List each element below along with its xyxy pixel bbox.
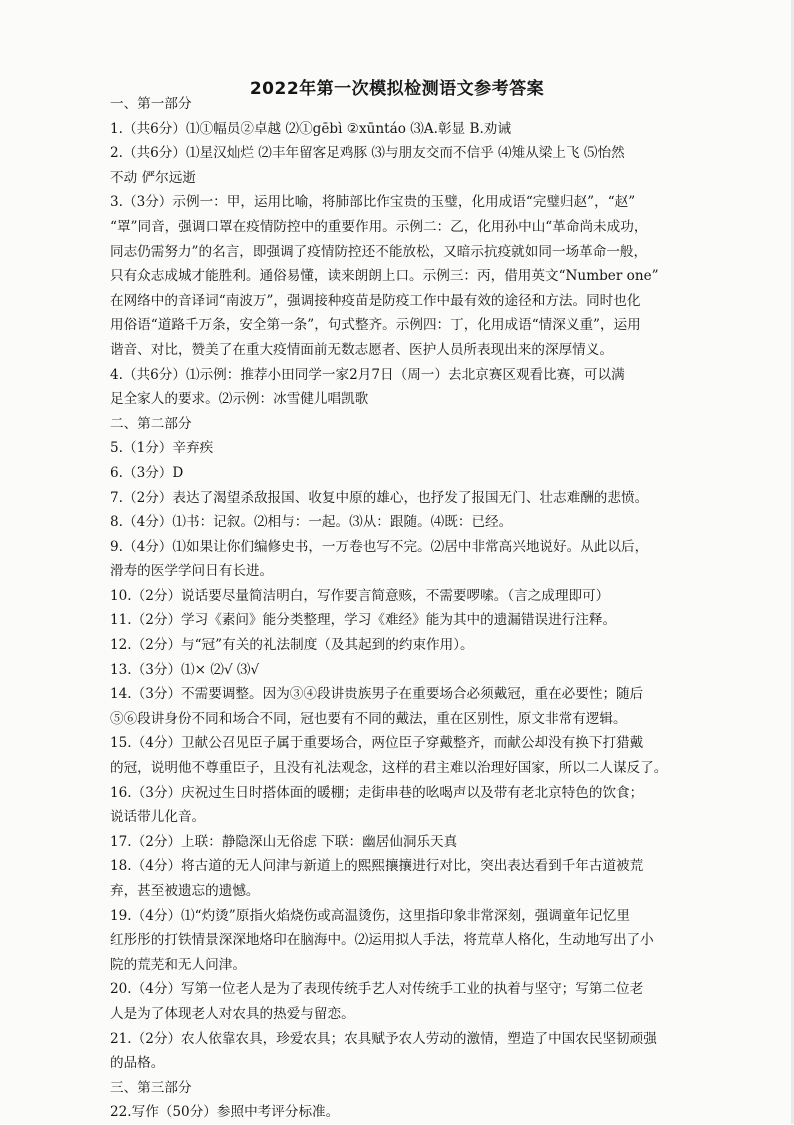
answer-line: 10.（2分）说话要尽量简洁明白，写作要言简意赅，不需要啰嗦。（言之成理即可） [110,587,610,604]
answer-line: 的品格。 [110,1055,165,1072]
answer-line: 5.（1分）辛弃疾 [110,440,214,457]
answer-line: 6.（3分）D [110,464,184,481]
answer-line: 红彤彤的打铁情景深深地烙印在脑海中。⑵运用拟人手法，将荒草人格化，生动地写出了小 [110,932,654,949]
answer-line: 只有众志成城才能胜利。通俗易懂，读来朗朗上口。示例三：丙，借用英文“Number one” [110,268,659,285]
document-title: 2022年第一次模拟检测语文参考答案 [249,79,545,99]
answer-line: 的冠，说明他不尊重臣子，且没有礼法观念，这样的君主难以治理好国家，所以二人谋反了。 [110,760,668,777]
answer-line: 12.（2分）与“冠”有关的礼法制度（及其起到的约束作用）。 [110,637,474,654]
answer-line: ⑤⑥段讲身份不同和场合不同，冠也要有不同的戴法，重在区别性，原文非常有逻辑。 [110,710,627,727]
answer-line: 7.（2分）表达了渴望杀敌报国、收复中原的雄心，也抒发了报国无门、壮志难酬的悲愤。 [110,489,649,506]
answer-line: 滑寿的医学学问日有长进。 [110,563,274,580]
answer-line: 8.（4分）⑴书：记叙。⑵相与：一起。⑶从：跟随。⑷既：已经。 [110,514,513,531]
answer-line: 9.（4分）⑴如果让你们编修史书，一万卷也写不完。⑵居中非常高兴地说好。从此以后， [110,538,649,555]
answer-line: 18.（4分）将古道的无人问津与新道上的熙熙攘攘进行对比，突出表达看到千年古道被荒 [110,858,644,875]
answer-line: 14.（3分）不需要调整。因为③④段讲贵族男子在重要场合必须戴冠，重在必要性；随后 [110,686,644,703]
answer-content [110,92,695,1125]
section-heading-part-two: 二、第二部分 [110,415,192,432]
answer-line: 11.（2分）学习《素问》能分类整理，学习《难经》能为其中的遗漏错误进行注释。 [110,612,617,629]
section-heading-part-one: 一、第一部分 [110,96,192,112]
answer-line: “罩”同音，强调口罩在疫情防控中的重要作用。示例二：乙，化用孙中山“革命尚未成功， [110,218,648,235]
answer-line: 1.（共6分）⑴①幅员②卓越 ⑵①gēbì ②xūntáo ⑶A.彰显 B.劝诫 [110,120,511,137]
section-heading-part-three: 三、第三部分 [110,1079,192,1096]
answer-line: 20.（4分）写第一位老人是为了表现传统手艺人对传统手工业的执着与坚守；写第二位老 [110,981,644,998]
answer-line: 21.（2分）农人依靠农具，珍爱农具；农具赋予农人劳动的激情，塑造了中国农民坚韧顽强 [110,1030,657,1047]
answer-line: 用俗语“道路千万条，安全第一条”，句式整齐。示例四：丁，化用成语“情深义重”，运用 [110,317,641,334]
answer-line: 22.写作（50分）参照中考评分标准。 [110,1104,340,1121]
answer-line: 16.（3分）庆祝过生日时搭体面的暖棚；走街串巷的吆喝声以及带有老北京特色的饮食； [110,784,644,801]
answer-line: 17.（2分）上联：静隐深山无俗虑 下联：幽居仙洞乐天真 [110,833,458,850]
answer-line: 4.（共6分）⑴示例：推荐小田同学一家2月7日（周一）去北京赛区观看比赛，可以满 [110,366,625,383]
answer-line: 足全家人的要求。⑵示例：冰雪健儿唱凯歌 [110,391,369,408]
answer-line: 说话带儿化音。 [110,809,206,826]
answer-line: 人是为了体现老人对农具的热爱与留恋。 [110,1005,355,1022]
answer-line: 19.（4分）⑴“灼烫”原指火焰烧伤或高温烫伤，这里指印象非常深刻，强调童年记忆里 [110,907,630,924]
answer-line: 在网络中的音译词“南波万”，强调接种疫苗是防疫工作中最有效的途径和方法。同时也化 [110,292,641,309]
answer-line: 2.（共6分）⑴星汉灿烂 ⑵丰年留客足鸡豚 ⑶与朋友交而不信乎 ⑷雉从梁上飞 ⑸怡然 [110,145,625,162]
answer-line: 13.（3分）⑴× ⑵√ ⑶√ [110,661,260,678]
answer-line: 不动 俨尔远逝 [110,169,196,186]
answer-line: 谐音、对比，赞美了在重大疫情面前无数志愿者、医护人员所表现出来的深厚情义。 [110,341,613,358]
answer-line: 院的荒芜和无人问津。 [110,956,246,973]
answer-line: 3.（3分）示例一：甲，运用比喻，将肺部比作宝贵的玉璧，化用成语“完璧归赵”，“赵” [110,194,636,211]
answer-line: 弃，甚至被遗忘的遗憾。 [110,883,260,899]
answer-line: 同志仍需努力”的名言，即强调了疫情防控还不能放松，又暗示抗疫就如同一场革命一般， [110,243,648,260]
answer-line: 15.（4分）卫献公召见臣子属于重要场合，两位臣子穿戴整齐，而献公却没有换下打猎戴 [110,735,644,752]
